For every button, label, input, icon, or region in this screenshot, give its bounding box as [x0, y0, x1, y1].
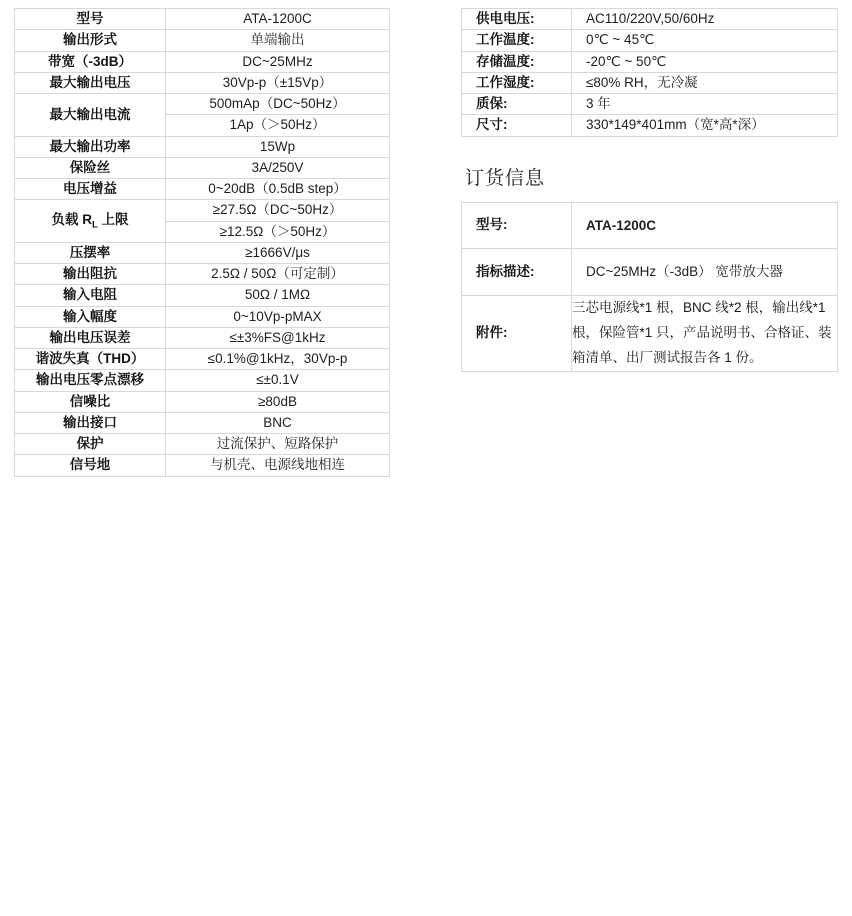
table-row	[15, 349, 390, 370]
spec-label: 压摆率	[15, 242, 166, 263]
spec-label: 输出电压误差	[15, 327, 166, 348]
env-value: -20℃ ~ 50℃	[572, 51, 838, 72]
spec-label: 保护	[15, 434, 166, 455]
environment-spec-table	[461, 8, 838, 137]
spec-label: 谐波失真（THD）	[15, 349, 166, 370]
order-info-table	[461, 202, 838, 372]
spec-value: ≤±3%FS@1kHz	[166, 327, 390, 348]
spec-value: 单端输出	[166, 30, 390, 51]
spec-value: ≥12.5Ω（＞50Hz）	[166, 221, 390, 242]
spec-value: 30Vp-p（±15Vp）	[166, 72, 390, 93]
spec-value: 0~20dB（0.5dB step）	[166, 179, 390, 200]
spec-value: ≥1666V/μs	[166, 242, 390, 263]
table-row	[462, 249, 838, 296]
table-row	[15, 285, 390, 306]
table-row	[462, 115, 838, 136]
spec-value: 500mAp（DC~50Hz）	[166, 94, 390, 115]
spec-value: ATA-1200C	[166, 9, 390, 30]
spec-value: 2.5Ω / 50Ω（可定制）	[166, 264, 390, 285]
spec-value: 15Wp	[166, 136, 390, 157]
env-value: 330*149*401mm（宽*高*深）	[572, 115, 838, 136]
spec-label: 输入幅度	[15, 306, 166, 327]
env-label: 供电电压:	[462, 9, 572, 30]
order-value-accessories: 三芯电源线*1 根，BNC 线*2 根，输出线*1 根，保险管*1 只，产品说明书、合格证、装箱清单、出厂测试报告各 1 份。	[572, 295, 838, 371]
spec-value: 3A/250V	[166, 157, 390, 178]
spec-label: 电压增益	[15, 179, 166, 200]
spec-label: 最大输出电流	[15, 94, 166, 137]
spec-label: 信号地	[15, 455, 166, 476]
table-row	[462, 51, 838, 72]
table-row	[462, 72, 838, 93]
table-row	[15, 455, 390, 476]
order-label: 附件:	[462, 295, 572, 371]
table-row	[15, 370, 390, 391]
spec-value: ≥27.5Ω（DC~50Hz）	[166, 200, 390, 221]
spec-label: 输入电阻	[15, 285, 166, 306]
table-row	[15, 434, 390, 455]
spec-value: 50Ω / 1MΩ	[166, 285, 390, 306]
spec-label: 型号	[15, 9, 166, 30]
env-label: 质保:	[462, 94, 572, 115]
table-row	[15, 412, 390, 433]
table-row	[462, 202, 838, 249]
spec-value: 1Ap（＞50Hz）	[166, 115, 390, 136]
env-label: 存储温度:	[462, 51, 572, 72]
table-row	[15, 94, 390, 115]
spec-label: 输出阻抗	[15, 264, 166, 285]
table-row	[15, 242, 390, 263]
spec-label: 输出接口	[15, 412, 166, 433]
spec-value: ≤0.1%@1kHz，30Vp-p	[166, 349, 390, 370]
table-row	[15, 327, 390, 348]
spec-value: 与机壳、电源线地相连	[166, 455, 390, 476]
spec-label: 保险丝	[15, 157, 166, 178]
order-value-description: DC~25MHz（-3dB） 宽带放大器	[572, 249, 838, 296]
order-info-title: 订货信息	[465, 167, 546, 189]
spec-value: 0~10Vp-pMAX	[166, 306, 390, 327]
env-value: 3 年	[572, 94, 838, 115]
table-row	[15, 9, 390, 30]
env-value: 0℃ ~ 45℃	[572, 30, 838, 51]
spec-value: 过流保护、短路保护	[166, 434, 390, 455]
env-label: 工作温度:	[462, 30, 572, 51]
table-row	[462, 94, 838, 115]
env-value: AC110/220V,50/60Hz	[572, 9, 838, 30]
table-row	[15, 30, 390, 51]
table-row	[462, 295, 838, 371]
left-column	[14, 8, 389, 477]
spec-value: BNC	[166, 412, 390, 433]
env-value: ≤80% RH，无冷凝	[572, 72, 838, 93]
table-row	[15, 179, 390, 200]
table-row	[15, 136, 390, 157]
right-column	[461, 8, 838, 372]
spec-label: 最大输出功率	[15, 136, 166, 157]
spec-label: 输出形式	[15, 30, 166, 51]
spec-label-load: 负载 $R_L$ 上限	[15, 200, 166, 243]
spec-value: ≥80dB	[166, 391, 390, 412]
table-row	[15, 306, 390, 327]
table-row	[15, 200, 390, 221]
order-value-model: ATA-1200C	[572, 202, 838, 249]
table-row	[15, 72, 390, 93]
order-label: 指标描述:	[462, 249, 572, 296]
table-row	[15, 264, 390, 285]
spec-label: 信噪比	[15, 391, 166, 412]
table-row	[462, 9, 838, 30]
main-spec-table	[14, 8, 390, 477]
env-label: 工作湿度:	[462, 72, 572, 93]
table-row	[15, 157, 390, 178]
table-row	[15, 391, 390, 412]
env-label: 尺寸:	[462, 115, 572, 136]
spec-value: DC~25MHz	[166, 51, 390, 72]
spec-value: ≤±0.1V	[166, 370, 390, 391]
order-label: 型号:	[462, 202, 572, 249]
table-row	[15, 51, 390, 72]
spec-label: 带宽（-3dB）	[15, 51, 166, 72]
spec-label: 输出电压零点漂移	[15, 370, 166, 391]
table-row	[462, 30, 838, 51]
spec-label: 最大输出电压	[15, 72, 166, 93]
